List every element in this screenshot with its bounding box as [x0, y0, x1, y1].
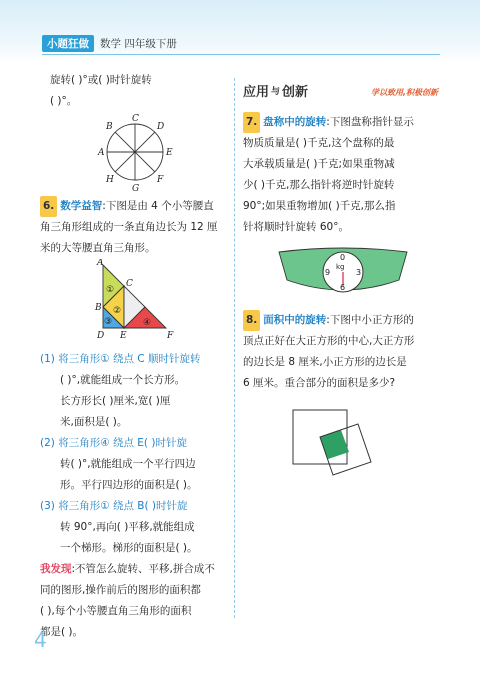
section-title-b: 与: [271, 86, 281, 97]
tri-label-c: C: [126, 279, 133, 289]
circle-label-e: E: [166, 148, 173, 158]
q7-line6: 针将顺时针旋转 60°。: [243, 221, 349, 233]
header-subject: 数学 四年级下册: [100, 37, 177, 50]
section-slogan: 学以致用,积极创新: [370, 87, 438, 97]
q8-title: 面积中的旋转: [263, 314, 327, 326]
scale-mark-0: 0: [340, 253, 346, 262]
column-divider: [234, 78, 235, 618]
circle-label-f: F: [157, 175, 164, 185]
right-column: [243, 80, 438, 502]
scale-mark-3: 3: [356, 268, 362, 277]
discovery-line1: [40, 559, 228, 580]
q6-part2-line3: 形。平行四边形的面积是( )。: [60, 479, 198, 491]
scale-unit: kg: [336, 263, 345, 271]
page-number: 4: [34, 628, 47, 652]
q6-number: 6.: [40, 196, 57, 217]
tri-label-e: E: [120, 331, 127, 341]
triangle-diagram: [40, 259, 228, 349]
q5-line1: 旋转( )°或( )时针旋转: [50, 74, 152, 86]
q6-part3-line2: 转 90°,再向( )平移,就能组成: [60, 521, 195, 533]
tri-num-2: ②: [113, 306, 122, 316]
q7-line4: 少( )千克,那么指针将逆时针旋转: [243, 179, 395, 191]
squares-diagram: [243, 402, 438, 502]
circle-diagram: [40, 112, 228, 196]
q6-line1-text: :下图是由 4 个小等腰直: [102, 200, 214, 212]
circle-label-g: G: [132, 184, 140, 194]
scale-mark-6: 6: [340, 283, 346, 292]
q5-line2: ( )°。: [50, 95, 78, 107]
q8-line4: 6 厘米。重合部分的面积是多少?: [243, 377, 396, 389]
header-rule: [42, 54, 440, 55]
q6-part2-line1: (2) 将三角形④ 绕点 E( )时针旋: [40, 437, 187, 449]
q7-number: 7.: [243, 112, 260, 133]
section-title-c: 创新: [282, 84, 309, 100]
tri-num-1: ①: [106, 285, 115, 295]
tri-label-d: D: [97, 331, 105, 341]
circle-label-a: A: [98, 148, 105, 158]
q8-line2: 顶点正好在大正方形的中心,大正方形: [243, 335, 415, 347]
q6-part2-line2: 转( )°,就能组成一个平行四边: [60, 458, 196, 470]
q6-part1-line3: 长方形长( )厘米,宽( )厘: [60, 395, 171, 407]
q6-part1-line4: 米,面积是( )。: [60, 416, 128, 428]
q6-part3-line3: 一个梯形。梯形的面积是( )。: [60, 542, 198, 554]
scale-diagram: [243, 242, 438, 304]
discovery-text1: :不管怎么旋转、平移,拼合成不: [71, 563, 215, 575]
q7-line5: 90°;如果重物增加( )千克,那么指: [243, 200, 396, 212]
q7-line1: [243, 112, 438, 133]
q6-part3-line1: (3) 将三角形① 绕点 B( )时针旋: [40, 500, 188, 512]
circle-label-b: B: [106, 122, 113, 132]
q8-line1-text: :下图中小正方形的: [326, 314, 414, 326]
q6-line2: 角三角形组成的一条直角边长为 12 厘: [40, 221, 218, 233]
header-tag: [42, 34, 177, 52]
q6-part1-line1: (1) 将三角形① 绕点 C 顺时针旋转: [40, 353, 201, 365]
section-title-a: 应用: [243, 84, 270, 100]
q6-line3: 米的大等腰直角三角形。: [40, 242, 156, 254]
tri-label-b: B: [95, 303, 102, 313]
circle-label-h: H: [106, 175, 114, 185]
q7-line3: 大承载质量是( )千克;如果重物减: [243, 158, 395, 170]
header-band: [0, 0, 480, 62]
discovery-line4: 都是( )。: [40, 626, 84, 638]
discovery-line3: ( ),每个小等腰直角三角形的面积: [40, 605, 192, 617]
tri-label-a: A: [97, 259, 104, 268]
q8-line3: 的边长是 8 厘米,小正方形的边长是: [243, 356, 407, 368]
q7-line1-text: :下图盘称指针显示: [326, 116, 414, 128]
q7-title: 盘称中的旋转: [263, 116, 327, 128]
tri-num-4: ④: [143, 318, 152, 328]
discovery-label: 我发现: [40, 563, 72, 575]
left-column: [40, 70, 228, 643]
header-series-tag: 小题狂做: [42, 35, 94, 52]
tri-label-f: F: [167, 331, 174, 341]
circle-label-d: D: [157, 122, 165, 132]
q6-line1: [40, 196, 228, 217]
discovery-line2: 同的图形,操作前后的图形的面积都: [40, 584, 201, 596]
q6-part1-line2: ( )°,就能组成一个长方形。: [60, 374, 186, 386]
scale-mark-9: 9: [325, 268, 331, 277]
q8-line1: [243, 310, 438, 331]
section-header: [243, 80, 438, 104]
q8-number: 8.: [243, 310, 260, 331]
q7-line2: 物质质量是( )千克,这个盘称的最: [243, 137, 395, 149]
q6-title: 数学益智: [60, 200, 103, 212]
circle-label-c: C: [132, 114, 139, 124]
tri-num-3: ③: [104, 317, 113, 327]
